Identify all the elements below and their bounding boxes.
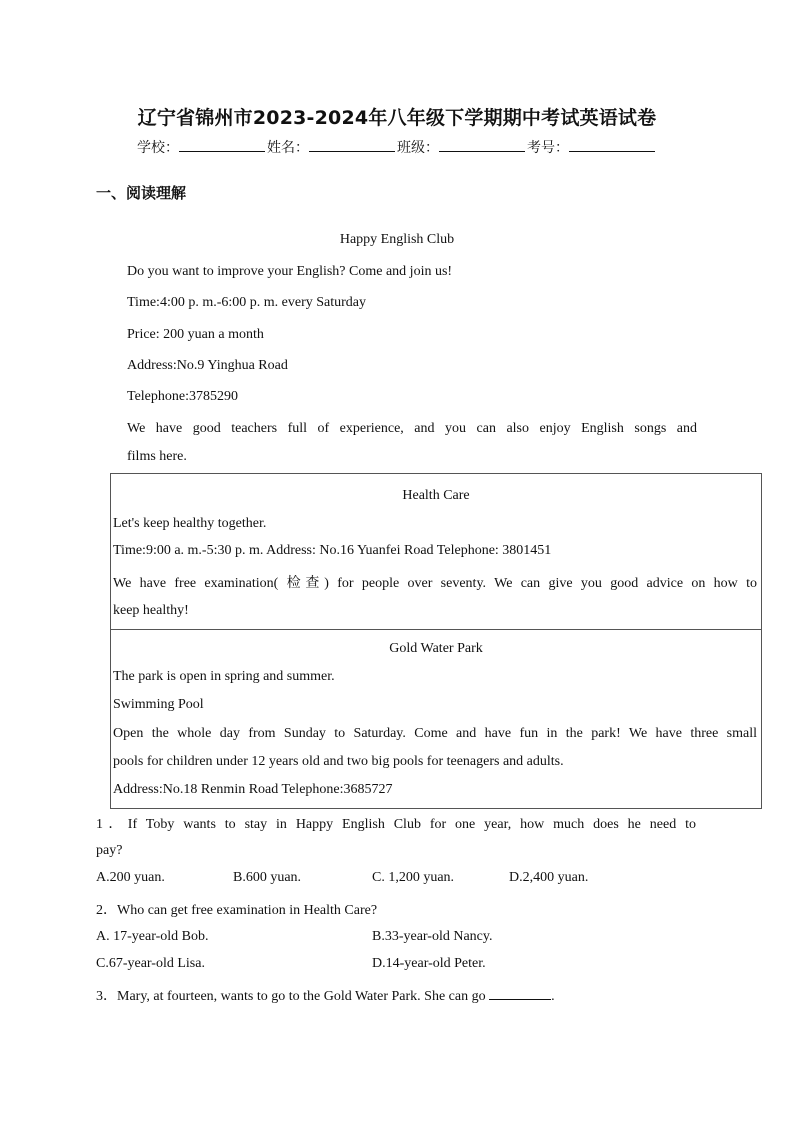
ad2-line: Time:9:00 a. m.-5:30 p. m. Address: No.16 Yuanfei Road Telephone: 3801451 [113,543,552,558]
question-2-stem: 2．Who can get free examination in Health Care? [96,903,378,918]
number-label: 考号： [527,140,569,156]
question-2-option-d[interactable]: D.14-year-old Peter. [372,956,486,971]
class-blank [439,137,525,152]
question-2-option-b[interactable]: B.33-year-old Nancy. [372,929,493,944]
ad3-line: Address:No.18 Renmin Road Telephone:3685727 [113,782,393,797]
ad1-title: Happy English Club [339,232,455,247]
class-label: 班级： [397,140,439,156]
gold-water-park-box [110,629,762,809]
ad1-line: Price: 200 yuan a month [127,327,264,342]
question-1-option-d[interactable]: D.2,400 yuan. [509,870,589,885]
question-1-option-c[interactable]: C. 1,200 yuan. [372,870,455,885]
ad2-line: Let's keep healthy together. [113,516,267,531]
ad1-line: films here. [127,449,187,464]
ad3-line: Open the whole day from Sunday to Saturday. Come and have fun in the park! We have three small [113,726,757,741]
question-1-option-a[interactable]: A.200 yuan. [96,870,165,885]
question-1-stem-cont: pay? [96,843,123,858]
ad2-title: Health Care [402,488,470,503]
ad2-line: keep healthy! [113,603,189,618]
student-info-line [0,137,794,157]
ad1-line: We have good teachers full of experience, and you can also enjoy English songs and [127,421,697,436]
section-heading: 一、阅读理解 [96,184,187,202]
ad1-line: Time:4:00 p. m.-6:00 p. m. every Saturday [127,295,367,310]
ad3-line: pools for children under 12 years old and two big pools for teenagers and adults. [113,754,564,769]
name-label: 姓名： [267,140,309,156]
health-care-box [110,473,762,630]
ad1-line: Address:No.9 Yinghua Road [127,358,288,373]
school-blank [179,137,265,152]
question-1-option-b[interactable]: B.600 yuan. [233,870,302,885]
question-1-stem: 1．If Toby wants to stay in Happy English Club for one year, how much does he need to [96,817,696,832]
number-blank [569,137,655,152]
ad3-line: Swimming Pool [113,697,204,712]
answer-blank[interactable] [489,986,551,1000]
ad3-line: The park is open in spring and summer. [113,669,335,684]
question-2-option-c[interactable]: C.67-year-old Lisa. [96,956,205,971]
name-blank [309,137,395,152]
school-label: 学校： [137,140,179,156]
ad3-title: Gold Water Park [389,641,483,656]
question-3-stem: 3．Mary, at fourteen, wants to go to the Gold Water Park. She can go . [96,985,555,1005]
ad1-line: Do you want to improve your English? Come and join us! [127,264,453,279]
ad1-line: Telephone:3785290 [127,389,238,404]
ad2-line: We have free examination( 检查) for people over seventy. We can give you good advice on how to [113,576,757,591]
question-2-option-a[interactable]: A. 17-year-old Bob. [96,929,209,944]
exam-title: 辽宁省锦州市2023-2024年八年级下学期期中考试英语试卷 [137,107,657,129]
